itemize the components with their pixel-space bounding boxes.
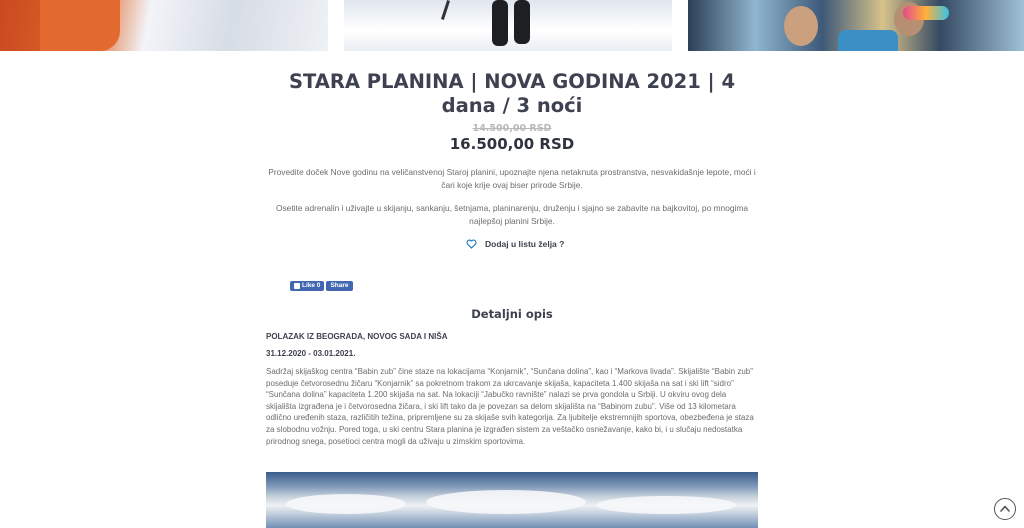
intro-paragraph-1: Provedite doček Nove godinu na veličanstvenoj Staroj planini, upoznajte njena netaknuta prostranstva, nesvakidašnje lepote, moći i čari koje krije ovaj biser prirode Srbije. [268,167,756,190]
scroll-to-top-button[interactable] [994,498,1016,520]
heart-outline-icon [466,239,477,249]
current-price: 16.500,00 RSD [449,135,575,153]
gallery-photo-skiers-group[interactable] [688,0,1024,51]
details-description: Sadržaj skijaškog centra “Babin zub” čine staze na lokacijama “Konjarnik”, “Sunčana dolina”, kao i “Markova livada”. Skijalište “Babin zub” poseduje četvorosednu žičaru “Konjarnik” sa pokretnom trakom za ukrcavanje skijaša, kapaciteta 1.400 skijaša na sat i ski lift “sidro” “Sunčana dolina” kapaciteta 1.200 skijaša na sat. Na lokaciji “Jabučko ravnište” nalazi se prva gondola u Srbiji. U okviru ovog dela skijališta izgrađena je i četvorosedna žičara, i ski lift tako da je povezan sa delom skijališta na “Babinom zubu”. Više od 13 kilometara odlično uređenih staza, različitih težina, pripremljene su za skijaše svih kategorija. Za ljubitelje ekstremnijih sportova, obezbeđena je staza za slobodnu vožnju. Pored toga, u ski centru Stara planina je izgrađen sistem za veštačko osnežavanje, kako bi, i u slučaju nedostatka prirodnog snega, posetioci centra mogli da uživaju u zimskim sportovima. [266,367,754,446]
facebook-like-label: Like 0 [302,282,321,289]
departure-heading: POLAZAK IZ BEOGRADA, NOVOG SADA I NIŠA [266,332,448,341]
product-title: STARA PLANINA | NOVA GODINA 2021 | 4 dana / 3 noći [288,70,736,117]
mountain-clouds-photo [266,472,758,528]
gallery-photo-skier-orange[interactable] [0,0,328,51]
facebook-share-button[interactable] [326,281,352,291]
add-to-wishlist-button[interactable] [466,237,564,251]
trip-dates: 31.12.2020 - 03.01.2021. [266,349,356,358]
top-photo-gallery [0,0,1024,51]
chevron-up-circle-icon [999,503,1011,515]
gallery-photo-skier-snow[interactable] [344,0,672,51]
facebook-share-label: Share [330,282,349,289]
intro-paragraph-2: Osetite adrenalin i uživajte u skijanju, sankanju, šetnjama, planinarenju, druženju i sjajno se zabavite na bajkovitoj, po mnogima najlepšoj planini Srbije. [275,203,749,226]
wishlist-label: Dodaj u listu želja ? [485,239,565,249]
facebook-social-buttons [290,281,353,291]
facebook-like-button[interactable] [290,281,324,291]
details-section-title: Detaljni opis [471,307,553,321]
facebook-thumb-icon [294,283,300,289]
old-price: 14.500,00 RSD [472,123,552,134]
